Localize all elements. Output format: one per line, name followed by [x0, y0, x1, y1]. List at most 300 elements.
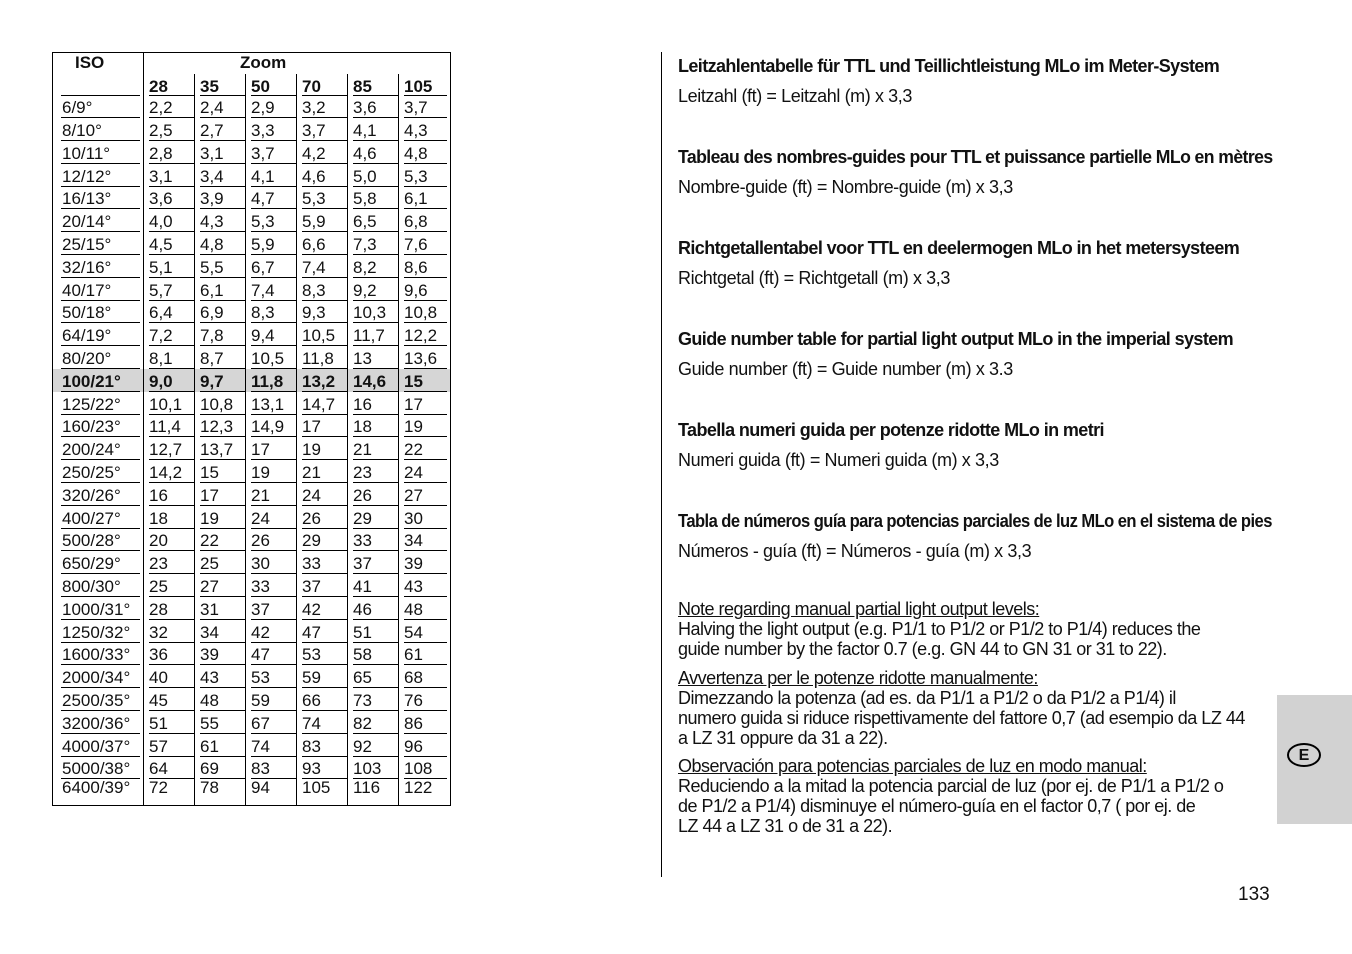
guide-number-value: 8,1 [149, 348, 194, 369]
table-row [53, 711, 451, 734]
guide-number-cell [399, 187, 451, 210]
iso-cell [53, 757, 144, 780]
iso-cell [53, 301, 144, 324]
table-row [53, 688, 451, 711]
guide-number-value: 5,3 [404, 166, 447, 187]
iso-value: 1250/32° [61, 622, 140, 643]
guide-number-value: 47 [251, 644, 296, 665]
guide-number-value: 83 [302, 736, 347, 757]
zoom-value: 50 [251, 75, 296, 96]
iso-cell [53, 346, 144, 369]
table-row [53, 392, 451, 415]
guide-number-cell [348, 232, 399, 255]
guide-number-cell [348, 620, 399, 643]
guide-number-cell [144, 620, 195, 643]
guide-number-cell [297, 369, 348, 392]
guide-number-cell [297, 757, 348, 780]
iso-value: 125/22° [61, 394, 140, 415]
page-number: 133 [1238, 884, 1270, 905]
guide-number-cell [399, 460, 451, 483]
guide-number-value: 2,2 [149, 97, 194, 118]
table-row [53, 643, 451, 666]
iso-value: 320/26° [61, 485, 140, 506]
guide-number-value: 7,4 [251, 280, 296, 301]
guide-number-value: 6,7 [251, 257, 296, 278]
guide-number-cell [144, 779, 195, 805]
guide-number-cell [399, 323, 451, 346]
guide-number-cell [399, 209, 451, 232]
guide-number-value: 10,5 [251, 348, 296, 369]
guide-number-cell [246, 711, 297, 734]
guide-number-value: 29 [353, 508, 398, 529]
guide-number-cell [144, 301, 195, 324]
table-row [53, 278, 451, 301]
guide-number-cell [195, 164, 246, 187]
guide-number-value: 122 [404, 779, 433, 798]
guide-number-cell [348, 734, 399, 757]
guide-number-cell [348, 209, 399, 232]
iso-value: 6/9° [61, 97, 140, 118]
table-row [53, 620, 451, 643]
guide-number-value: 116 [353, 779, 381, 798]
guide-number-cell [246, 323, 297, 346]
guide-number-cell [348, 301, 399, 324]
guide-number-cell [297, 734, 348, 757]
guide-number-cell [246, 209, 297, 232]
table-row [53, 141, 451, 164]
table-row [53, 415, 451, 438]
table-row [53, 734, 451, 757]
guide-number-value: 74 [251, 736, 296, 757]
guide-number-cell [246, 620, 297, 643]
guide-number-value: 9,4 [251, 325, 296, 346]
guide-number-value: 40 [149, 667, 194, 688]
table-row [53, 187, 451, 210]
guide-number-value: 64 [149, 758, 194, 779]
guide-number-cell [246, 665, 297, 688]
guide-number-cell [246, 232, 297, 255]
guide-number-value: 58 [353, 644, 398, 665]
guide-number-cell [399, 734, 451, 757]
iso-value: 10/11° [61, 143, 140, 164]
guide-number-cell [246, 96, 297, 119]
note-line: LZ 44 a LZ 31 o de 31 a 22). [678, 816, 893, 836]
guide-number-value: 23 [149, 553, 194, 574]
iso-column-header: ISO [53, 53, 144, 74]
guide-number-value: 3,6 [353, 97, 398, 118]
section-title: Leitzahlentabelle für TTL und Teillichtleistung MLo im Meter-System [678, 56, 1220, 76]
guide-number-cell [144, 141, 195, 164]
guide-number-cell [144, 255, 195, 278]
guide-number-value: 43 [404, 576, 447, 597]
guide-number-value: 4,6 [302, 166, 347, 187]
guide-number-value: 5,9 [302, 211, 347, 232]
guide-number-value: 3,7 [302, 120, 347, 141]
table-row [53, 255, 451, 278]
guide-number-cell [297, 209, 348, 232]
guide-number-value: 6,5 [353, 211, 398, 232]
guide-number-value: 67 [251, 713, 296, 734]
guide-number-value: 5,3 [302, 188, 347, 209]
guide-number-value: 22 [404, 439, 447, 460]
note-line: a LZ 31 oppure da 31 a 22). [678, 728, 888, 748]
guide-number-value: 4,6 [353, 143, 398, 164]
guide-number-value: 48 [200, 690, 245, 711]
manual-output-note [678, 599, 1278, 659]
guide-number-cell [348, 506, 399, 529]
guide-number-cell [195, 506, 246, 529]
guide-number-cell [144, 665, 195, 688]
guide-number-value: 7,4 [302, 257, 347, 278]
guide-number-cell [195, 255, 246, 278]
guide-number-value: 108 [404, 758, 447, 779]
guide-number-cell [195, 437, 246, 460]
table-row [53, 551, 451, 574]
guide-number-cell [297, 323, 348, 346]
guide-number-value: 41 [353, 576, 398, 597]
guide-number-cell [348, 96, 399, 119]
iso-cell [53, 96, 144, 119]
section-formula: Richtgetal (ft) = Richtgetall (m) x 3,3 [678, 268, 950, 288]
guide-number-value: 36 [149, 644, 194, 665]
guide-number-value: 3,4 [200, 166, 245, 187]
guide-number-value: 3,9 [200, 188, 245, 209]
guide-number-cell [246, 141, 297, 164]
iso-value: 250/25° [61, 462, 140, 483]
guide-number-cell [195, 529, 246, 552]
guide-number-cell [195, 779, 246, 805]
guide-number-cell [195, 711, 246, 734]
guide-number-value: 13 [353, 348, 398, 369]
guide-number-value: 5,3 [251, 211, 296, 232]
guide-number-cell [348, 369, 399, 392]
guide-number-cell [144, 574, 195, 597]
guide-number-cell [246, 460, 297, 483]
zoom-header-cell [195, 74, 246, 96]
guide-number-value: 21 [302, 462, 347, 483]
guide-number-value: 34 [404, 530, 447, 551]
guide-number-cell [144, 369, 195, 392]
guide-number-cell [297, 779, 348, 805]
table-row [53, 96, 451, 119]
guide-number-cell [144, 232, 195, 255]
guide-number-cell [348, 529, 399, 552]
guide-number-cell [144, 187, 195, 210]
iso-value: 3200/36° [61, 713, 140, 734]
iso-value: 2000/34° [61, 667, 140, 688]
guide-number-cell [297, 232, 348, 255]
guide-number-cell [297, 574, 348, 597]
guide-number-cell [399, 255, 451, 278]
guide-number-cell [144, 483, 195, 506]
guide-number-cell [246, 346, 297, 369]
guide-number-cell [399, 597, 451, 620]
guide-number-cell [297, 415, 348, 438]
guide-number-cell [297, 96, 348, 119]
guide-number-value: 4,7 [251, 188, 296, 209]
zoom-value: 85 [353, 75, 398, 96]
guide-number-value: 5,5 [200, 257, 245, 278]
iso-cell [53, 278, 144, 301]
guide-number-cell [246, 734, 297, 757]
guide-number-value: 11,7 [353, 325, 398, 346]
guide-number-value: 33 [302, 553, 347, 574]
guide-number-cell [297, 506, 348, 529]
guide-number-cell [195, 643, 246, 666]
guide-number-cell [297, 346, 348, 369]
guide-number-value: 39 [200, 644, 245, 665]
section-title: Tabella numeri guida per potenze ridotte MLo in metri [678, 420, 1104, 440]
iso-value: 2500/35° [61, 690, 140, 711]
guide-number-value: 15 [404, 371, 447, 392]
iso-cell [53, 437, 144, 460]
guide-number-value: 13,7 [200, 439, 245, 460]
guide-number-cell [144, 392, 195, 415]
guide-number-cell [144, 323, 195, 346]
iso-cell [53, 506, 144, 529]
guide-number-value: 19 [251, 462, 296, 483]
guide-number-value: 61 [404, 644, 447, 665]
guide-number-cell [297, 255, 348, 278]
guide-number-cell [348, 255, 399, 278]
table-row [53, 369, 451, 392]
guide-number-cell [144, 597, 195, 620]
guide-number-cell [195, 460, 246, 483]
table-row [53, 779, 451, 805]
iso-value: 80/20° [61, 348, 140, 369]
guide-number-cell [195, 141, 246, 164]
guide-number-value: 13,6 [404, 348, 447, 369]
guide-number-value: 10,1 [149, 394, 194, 415]
guide-number-value: 103 [353, 758, 398, 779]
guide-number-cell [348, 779, 399, 805]
guide-number-cell [195, 369, 246, 392]
guide-number-value: 32 [149, 622, 194, 643]
guide-number-cell [195, 118, 246, 141]
guide-number-cell [195, 551, 246, 574]
section-title: Tableau des nombres-guides pour TTL et puissance partielle MLo en mètres [678, 147, 1273, 167]
guide-number-cell [195, 734, 246, 757]
guide-number-value: 14,2 [149, 462, 194, 483]
guide-number-cell [246, 392, 297, 415]
guide-number-cell [246, 255, 297, 278]
guide-number-cell [399, 346, 451, 369]
guide-number-cell [195, 392, 246, 415]
guide-number-cell [399, 551, 451, 574]
guide-number-cell [399, 643, 451, 666]
guide-number-value: 10,5 [302, 325, 347, 346]
iso-cell [53, 529, 144, 552]
guide-number-cell [144, 346, 195, 369]
table-row [53, 574, 451, 597]
guide-number-value: 26 [353, 485, 398, 506]
guide-number-value: 55 [200, 713, 245, 734]
guide-number-cell [348, 574, 399, 597]
iso-value: 5000/38° [61, 758, 140, 779]
guide-number-value: 92 [353, 736, 398, 757]
guide-number-cell [399, 483, 451, 506]
table-row [53, 437, 451, 460]
guide-number-cell [399, 757, 451, 780]
guide-number-value: 9,6 [404, 280, 447, 301]
guide-number-value: 10,8 [200, 394, 245, 415]
guide-number-cell [399, 620, 451, 643]
zoom-header-cell [348, 74, 399, 96]
guide-number-cell [399, 529, 451, 552]
guide-number-value: 3,3 [251, 120, 296, 141]
guide-number-value: 57 [149, 736, 194, 757]
guide-number-cell [246, 551, 297, 574]
guide-number-value: 14,9 [251, 416, 296, 437]
iso-cell [53, 483, 144, 506]
guide-number-value: 82 [353, 713, 398, 734]
guide-number-cell [144, 460, 195, 483]
guide-number-cell [399, 574, 451, 597]
note-line: Reduciendo a la mitad la potencia parcial de luz (por ej. de P1/1 a P1/2 o [678, 776, 1224, 796]
table-row [53, 346, 451, 369]
guide-number-value: 30 [404, 508, 447, 529]
guide-number-cell [195, 688, 246, 711]
section-title: Guide number table for partial light output MLo in the imperial system [678, 329, 1234, 349]
guide-number-value: 6,9 [200, 302, 245, 323]
guide-number-value: 11,8 [251, 371, 296, 392]
guide-number-value: 14,6 [353, 371, 398, 392]
guide-number-value: 17 [404, 394, 447, 415]
guide-number-cell [399, 164, 451, 187]
guide-number-cell [195, 346, 246, 369]
iso-cell [53, 415, 144, 438]
guide-number-value: 21 [251, 485, 296, 506]
table-row [53, 506, 451, 529]
iso-cell [53, 711, 144, 734]
guide-number-value: 28 [149, 599, 194, 620]
guide-number-value: 5,1 [149, 257, 194, 278]
table-row [53, 460, 451, 483]
guide-number-cell [399, 392, 451, 415]
iso-value: 40/17° [61, 280, 140, 301]
guide-number-value: 25 [149, 576, 194, 597]
iso-cell [53, 665, 144, 688]
guide-number-cell [399, 118, 451, 141]
zoom-value: 28 [149, 75, 194, 96]
guide-number-cell [195, 209, 246, 232]
guide-number-value: 5,8 [353, 188, 398, 209]
guide-number-cell [297, 688, 348, 711]
guide-number-cell [144, 118, 195, 141]
guide-number-cell [297, 665, 348, 688]
guide-number-cell [348, 415, 399, 438]
guide-number-cell [144, 415, 195, 438]
guide-number-value: 14,7 [302, 394, 347, 415]
iso-value: 200/24° [61, 439, 140, 460]
section-title: Richtgetallentabel voor TTL en deelermogen MLo in het metersysteem [678, 238, 1240, 258]
zoom-value: 105 [404, 75, 447, 96]
guide-number-cell [195, 323, 246, 346]
guide-number-value: 24 [404, 462, 447, 483]
section-title: Tabla de números guía para potencias parciales de luz MLo en el sistema de pies [678, 511, 1272, 531]
guide-number-value: 12,3 [200, 416, 245, 437]
iso-cell [53, 232, 144, 255]
guide-number-value: 10,3 [353, 302, 398, 323]
table-row [53, 164, 451, 187]
guide-number-value: 13,1 [251, 394, 296, 415]
iso-cell [53, 597, 144, 620]
guide-number-cell [297, 551, 348, 574]
guide-number-value: 31 [200, 599, 245, 620]
iso-cell [53, 369, 144, 392]
iso-value: 50/18° [61, 302, 140, 323]
guide-number-cell [348, 118, 399, 141]
guide-number-cell [246, 757, 297, 780]
guide-number-value: 105 [302, 779, 331, 798]
guide-number-cell [348, 551, 399, 574]
language-tab [1277, 695, 1352, 824]
guide-number-cell [348, 483, 399, 506]
guide-number-value: 11,8 [302, 348, 347, 369]
iso-value: 25/15° [61, 234, 140, 255]
iso-value: 64/19° [61, 325, 140, 346]
guide-number-cell [348, 437, 399, 460]
guide-number-cell [348, 392, 399, 415]
guide-number-cell [297, 301, 348, 324]
note-line: numero guida si riduce rispettivamente del fattore 0,7 (ad esempio da LZ 44 [678, 708, 1245, 728]
guide-number-cell [297, 711, 348, 734]
guide-number-table [52, 52, 451, 806]
guide-number-cell [246, 483, 297, 506]
guide-number-value: 9,7 [200, 371, 245, 392]
iso-value: 20/14° [61, 211, 140, 232]
guide-number-value: 6,6 [302, 234, 347, 255]
guide-number-value: 66 [302, 690, 347, 711]
guide-number-cell [144, 209, 195, 232]
guide-number-cell [297, 460, 348, 483]
guide-number-value: 7,3 [353, 234, 398, 255]
guide-number-value: 8,3 [302, 280, 347, 301]
guide-number-cell [348, 665, 399, 688]
guide-number-value: 18 [353, 416, 398, 437]
guide-number-value: 51 [353, 622, 398, 643]
guide-number-cell [348, 278, 399, 301]
guide-number-cell [246, 643, 297, 666]
guide-number-cell [246, 574, 297, 597]
section-formula: Leitzahl (ft) = Leitzahl (m) x 3,3 [678, 86, 912, 106]
section-formula: Numeri guida (ft) = Numeri guida (m) x 3,3 [678, 450, 999, 470]
guide-number-value: 78 [200, 779, 219, 798]
guide-number-value: 12,7 [149, 439, 194, 460]
section-formula: Nombre-guide (ft) = Nombre-guide (m) x 3,3 [678, 177, 1013, 197]
guide-number-value: 4,8 [404, 143, 447, 164]
guide-number-value: 6,1 [404, 188, 447, 209]
guide-number-cell [246, 369, 297, 392]
iso-header-spacer [53, 74, 144, 96]
guide-number-value: 9,0 [149, 371, 194, 392]
guide-number-cell [246, 187, 297, 210]
guide-number-value: 7,6 [404, 234, 447, 255]
guide-number-cell [246, 597, 297, 620]
language-badge: E [1287, 743, 1321, 767]
guide-number-cell [348, 323, 399, 346]
iso-cell [53, 734, 144, 757]
guide-number-value: 4,1 [353, 120, 398, 141]
table-row [53, 118, 451, 141]
guide-number-value: 8,3 [251, 302, 296, 323]
note-line: de P1/2 a P1/4) disminuye el número-guía en el factor 0,7 ( por ej. de [678, 796, 1196, 816]
guide-number-cell [399, 141, 451, 164]
guide-number-cell [195, 415, 246, 438]
iso-value: 32/16° [61, 257, 140, 278]
guide-number-cell [297, 597, 348, 620]
guide-number-cell [246, 779, 297, 805]
